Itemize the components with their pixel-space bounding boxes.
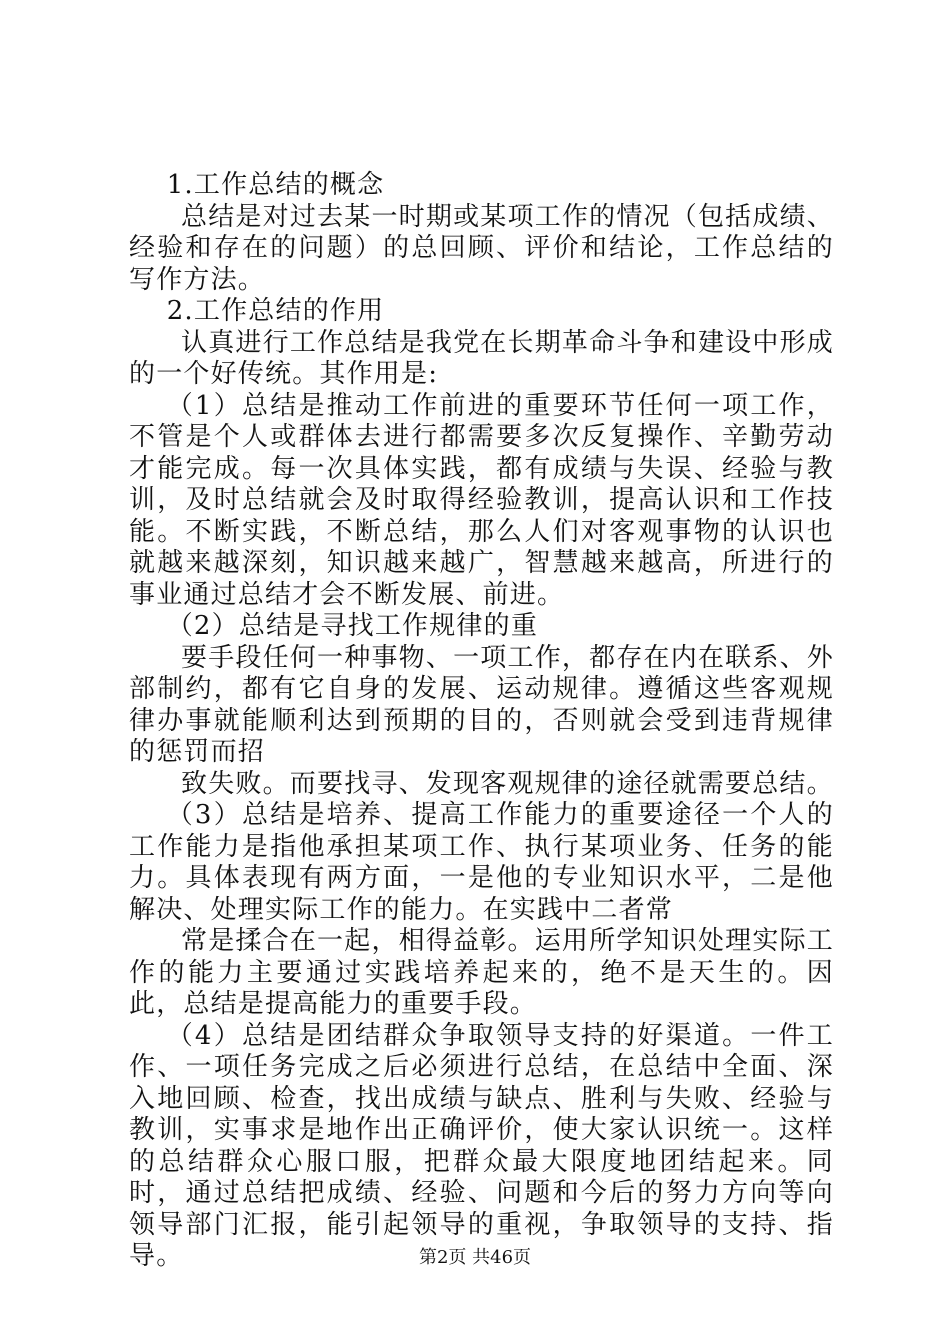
section-heading-concept: 1.工作总结的概念: [166, 170, 385, 200]
paragraph-point-2-body: 要手段任何一种事物、一项工作，都存在内在联系、外部制约，都有它自身的发展、运动规律。遵循这些客观规律办事就能顺利达到预期的目的，否则就会受到违背规律的惩罚而招: [129, 642, 834, 767]
paragraph-point-3: （3）总结是培养、提高工作能力的重要途径一个人的工作能力是指他承担某项工作、执行某项业务、任务的能力。具体表现有两方面，一是他的专业知识水平，二是他解决、处理实际工作的能力。在实践中二者常: [129, 800, 834, 925]
paragraph-point-1: （1）总结是推动工作前进的重要环节任何一项工作，不管是个人或群体去进行都需要多次反复操作、辛勤劳动才能完成。每一次具体实践，都有成绩与失误、经验与教训，及时总结就会及时取得经验教训，提高认识和工作技能。不断实践，不断总结，那么人们对客观事物的认识也就越来越深刻，知识越来越广，智慧越来越高，所进行的事业通过总结才会不断发展、前进。: [129, 390, 834, 610]
section-heading-function: 2.工作总结的作用: [166, 296, 385, 326]
document-body: [129, 170, 834, 1273]
paragraph-concept: 总结是对过去某一时期或某项工作的情况（包括成绩、经验和存在的问题）的总回顾、评价和结论，工作总结的写作方法。: [129, 201, 834, 295]
paragraph-point-2-heading: （2）总结是寻找工作规律的重: [166, 611, 539, 641]
paragraph-point-2-end: 致失败。而要找寻、发现客观规律的途径就需要总结。: [181, 768, 834, 799]
page-number-footer: 第2页 共46页: [418, 1247, 532, 1268]
paragraph-function-intro: 认真进行工作总结是我党在长期革命斗争和建设中形成的一个好传统。其作用是:: [129, 327, 834, 389]
paragraph-point-4: （4）总结是团结群众争取领导支持的好渠道。一件工作、一项任务完成之后必须进行总结，在总结中全面、深入地回顾、检查，找出成绩与缺点、胜利与失败、经验与教训，实事求是地作出正确评价，使大家认识统一。这样的总结群众心服口服，把群众最大限度地团结起来。同时，通过总结把成绩、经验、问题和今后的努力方向等向领导部门汇报，能引起领导的重视，争取领导的支持、指导。: [129, 1020, 834, 1271]
paragraph-point-3-continued: 常是揉合在一起，相得益彰。运用所学知识处理实际工作的能力主要通过实践培养起来的，绝不是天生的。因此，总结是提高能力的重要手段。: [129, 926, 834, 1019]
